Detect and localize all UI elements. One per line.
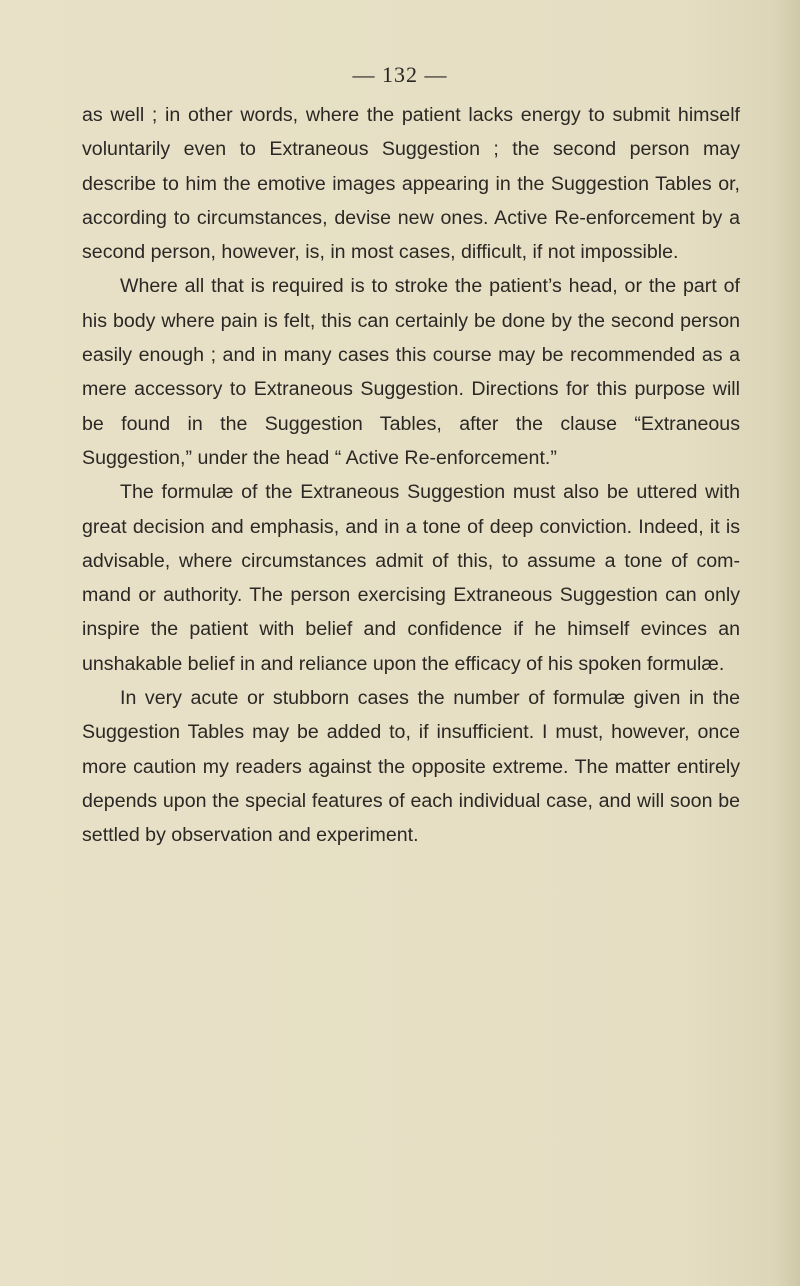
paragraph-3: The formulæ of the Extraneous Suggestion must also be uttered with great decision and emphasis, and in a tone of deep conviction. Indeed, it is advisable, where circumstances admit of this, to assume a tone of command or authority. The person exercising Extraneous Suggestion can only inspire the patient with belief and confidence if he himself evinces an unshakable belief in and reliance upon the efficacy of his spoken formulæ. <box>82 481 740 675</box>
paragraph-1: as well ; in other words, where the patient lacks energy to submit himself voluntarily even to Extraneous Suggestion ; the second person may describe to him the emotive images appearing in the Suggestion Tables or, according to circumstances, devise new ones. Active Re-enforcement by a second person, however, is, in most cases, difficult, if not impossible. <box>82 104 740 264</box>
paragraph-2: Where all that is required is to stroke the patient’s head, or the part of his body where pain is felt, this can certainly be done by the second person easily enough ; and in many cases this course may be recommended as a mere accessory to Extraneous Suggestion. Directions for this purpose will be found in the Suggestion Tables, after the clause “Extraneous Suggestion,” under the head “ Active Re-enforcement.” <box>82 275 740 469</box>
body-text <box>82 98 740 853</box>
page-number: — 132 — <box>352 62 448 87</box>
paragraph-4: In very acute or stubborn cases the number of formulæ given in the Suggestion Tables may be added to, if insufficient. I must, however, once more caution my readers against the opposite extreme. The matter entirely depends upon the special features of each individual case, and will soon be settled by observation and experiment. <box>82 687 740 847</box>
